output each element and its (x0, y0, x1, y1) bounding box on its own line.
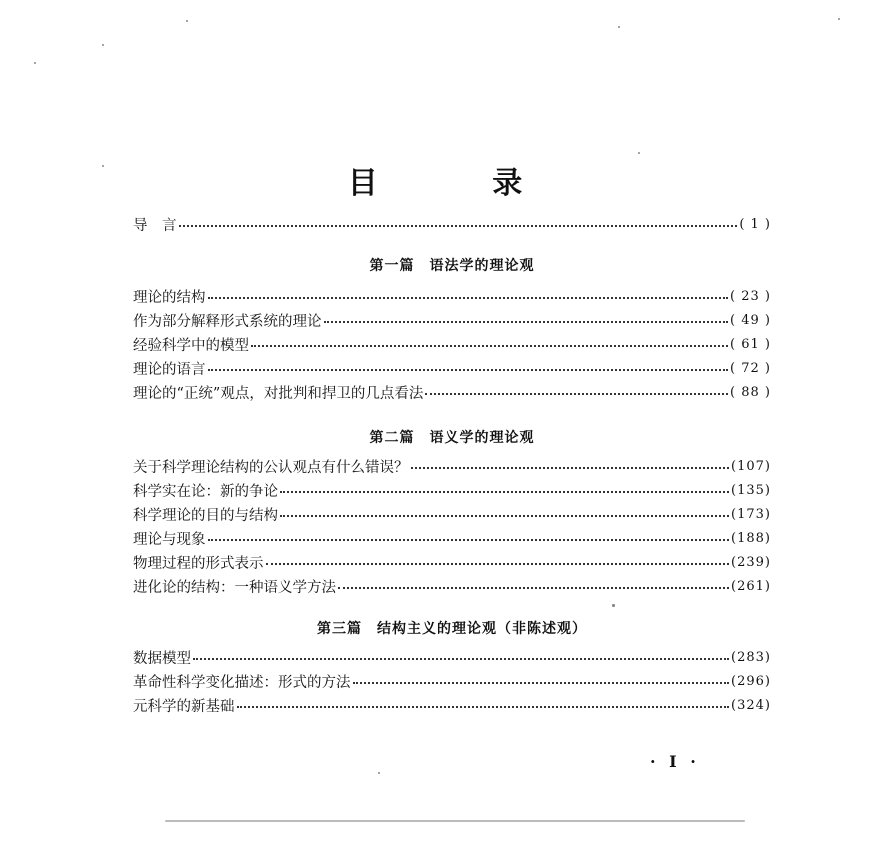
leader-dots (208, 537, 730, 541)
scan-speck (612, 604, 615, 607)
toc-entry (133, 455, 771, 477)
scan-speck (378, 772, 380, 774)
scan-speck (638, 152, 640, 154)
scan-speck (838, 18, 840, 20)
leader-dots (353, 680, 730, 684)
toc-entry-page: (188) (731, 530, 771, 546)
toc-entry-page: (173) (731, 506, 771, 522)
toc-entry (133, 503, 771, 525)
leader-dots (411, 465, 730, 469)
scan-speck (34, 62, 36, 64)
leader-dots (324, 319, 729, 323)
toc-entry (133, 575, 771, 597)
leader-dots (266, 561, 730, 565)
toc-entry-label: 元科学的新基础 (133, 698, 235, 715)
scan-speck (618, 26, 620, 28)
page-title: 目 录 (347, 166, 575, 201)
toc-entry (133, 333, 771, 355)
toc-entry-page: (324) (731, 697, 771, 713)
toc-entry-label: 革命性科学变化描述：形式的方法 (133, 674, 351, 691)
toc-entry-label: 科学理论的目的与结构 (133, 507, 278, 524)
toc-entry-label: 作为部分解释形式系统的理论 (133, 313, 322, 330)
toc-entry-page: ( 61 ) (730, 336, 771, 352)
leader-dots (280, 489, 729, 493)
toc-entry-label: 关于科学理论结构的公认观点有什么错误？ (133, 459, 409, 476)
toc-entry-label: 数据模型 (133, 650, 191, 667)
toc-entry-page: ( 49 ) (730, 312, 771, 328)
toc-entry (133, 694, 771, 716)
toc-entry (133, 381, 771, 403)
toc-entry-page: (107) (731, 458, 771, 474)
toc-entry (133, 646, 771, 668)
toc-entry-label: 理论与现象 (133, 531, 206, 548)
toc-entry (133, 309, 771, 331)
toc-entry-intro (133, 213, 771, 235)
toc-entry-page: (296) (731, 673, 771, 689)
toc-entry (133, 551, 771, 573)
toc-entry-page: ( 72 ) (730, 360, 771, 376)
toc-entry-label: 理论的结构 (133, 289, 206, 306)
part-heading-2: 第二篇 语义学的理论观 (369, 430, 535, 446)
toc-entry (133, 357, 771, 379)
toc-entry (133, 285, 771, 307)
toc-entry-page: ( 23 ) (730, 288, 771, 304)
toc-entry-label: 物理过程的形式表示 (133, 555, 264, 572)
leader-dots (208, 367, 729, 371)
toc-entry-label: 理论的“正统”观点，对批判和捍卫的几点看法 (133, 385, 424, 402)
leader-dots (179, 223, 738, 227)
leader-dots (425, 391, 728, 395)
toc-entry-page: (135) (731, 482, 771, 498)
toc-entry-page: ( 1 ) (739, 216, 771, 232)
leader-dots (251, 343, 728, 347)
part-heading-1: 第一篇 语法学的理论观 (369, 258, 535, 274)
leader-dots (280, 513, 729, 517)
scan-speck (102, 44, 104, 46)
toc-entry-page: (261) (731, 578, 771, 594)
toc-entry-page: (239) (731, 554, 771, 570)
scan-line (165, 820, 745, 822)
toc-entry-page: ( 88 ) (730, 384, 771, 400)
toc-entry (133, 670, 771, 692)
toc-entry (133, 527, 771, 549)
toc-entry (133, 479, 771, 501)
scan-speck (186, 20, 188, 22)
page-number: · I · (650, 752, 700, 771)
leader-dots (208, 295, 729, 299)
toc-entry-label: 进化论的结构：一种语义学方法 (133, 579, 336, 596)
toc-entry-label: 科学实在论：新的争论 (133, 483, 278, 500)
toc-entry-label: 理论的语言 (133, 361, 206, 378)
leader-dots (338, 585, 729, 589)
toc-entry-label: 导 言 (133, 217, 177, 234)
leader-dots (237, 704, 730, 708)
toc-entry-page: (283) (731, 649, 771, 665)
leader-dots (193, 656, 729, 660)
part-heading-3: 第三篇 结构主义的理论观（非陈述观） (317, 621, 587, 637)
scan-speck (102, 165, 104, 167)
toc-entry-label: 经验科学中的模型 (133, 337, 249, 354)
